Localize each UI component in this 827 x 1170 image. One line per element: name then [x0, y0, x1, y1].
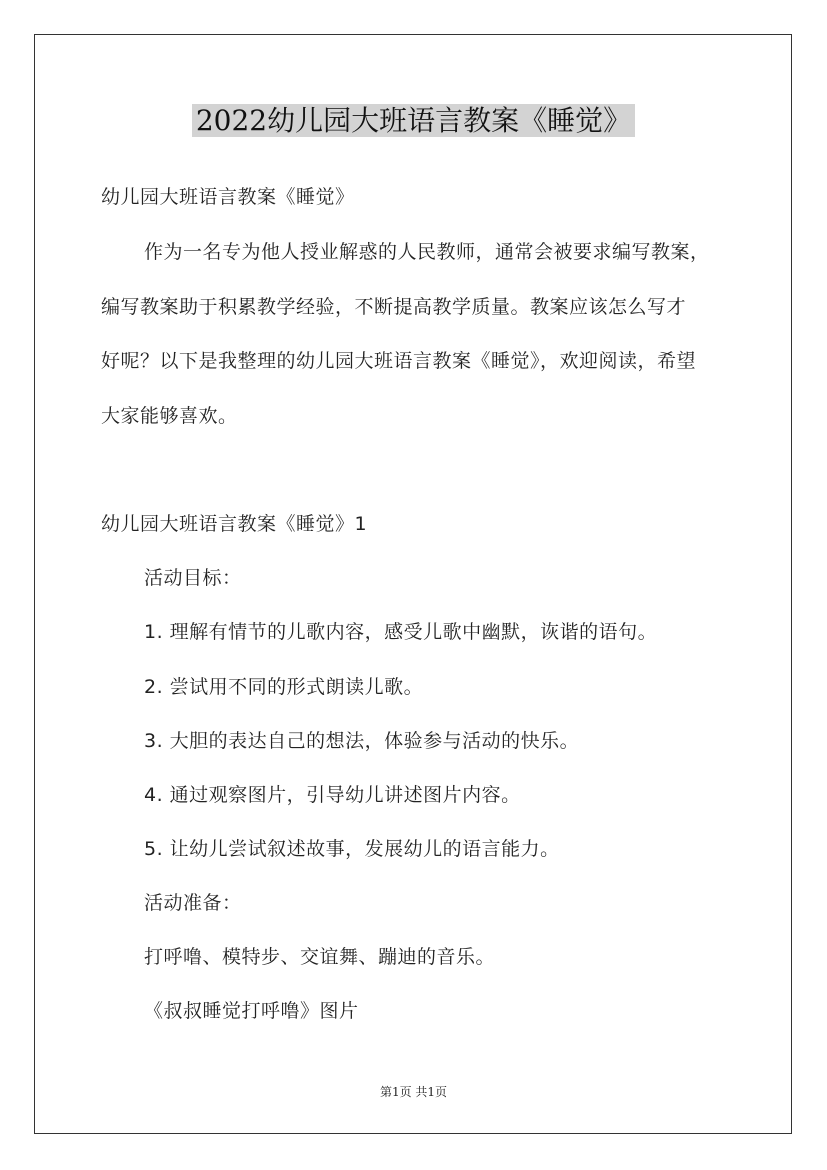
goal-item-4: 4. 通过观察图片，引导幼儿讲述图片内容。	[144, 784, 521, 806]
goal-item-1: 1. 理解有情节的儿歌内容，感受儿歌中幽默，诙谐的语句。	[144, 621, 658, 643]
goal-item-5: 5. 让幼儿尝试叙述故事，发展幼儿的语言能力。	[144, 838, 560, 860]
intro-line-3: 好呢？以下是我整理的幼儿园大班语言教案《睡觉》，欢迎阅读，希望	[101, 350, 697, 372]
document-title: 2022幼儿园大班语言教案《睡觉》	[192, 104, 635, 137]
intro-line-2: 编写教案助于积累教学经验，不断提高教学质量。教案应该怎么写才	[101, 296, 687, 318]
goal-item-2: 2. 尝试用不同的形式朗读儿歌。	[144, 676, 424, 698]
document-title-block	[0, 100, 827, 142]
prep-item-2: 《叔叔睡觉打呼噜》图片	[144, 1000, 359, 1022]
section-heading: 幼儿园大班语言教案《睡觉》1	[101, 513, 368, 535]
goals-label: 活动目标：	[144, 567, 242, 589]
intro-line-4: 大家能够喜欢。	[101, 405, 238, 427]
prep-item-1: 打呼噜、模特步、交谊舞、蹦迪的音乐。	[144, 946, 496, 968]
page-footer: 第1页 共1页	[379, 1085, 448, 1099]
subtitle: 幼儿园大班语言教案《睡觉》	[101, 186, 355, 208]
prep-label: 活动准备：	[144, 892, 242, 914]
goal-item-3: 3. 大胆的表达自己的想法，体验参与活动的快乐。	[144, 730, 580, 752]
intro-line-1: 作为一名专为他人授业解惑的人民教师，通常会被要求编写教案，	[144, 241, 710, 263]
